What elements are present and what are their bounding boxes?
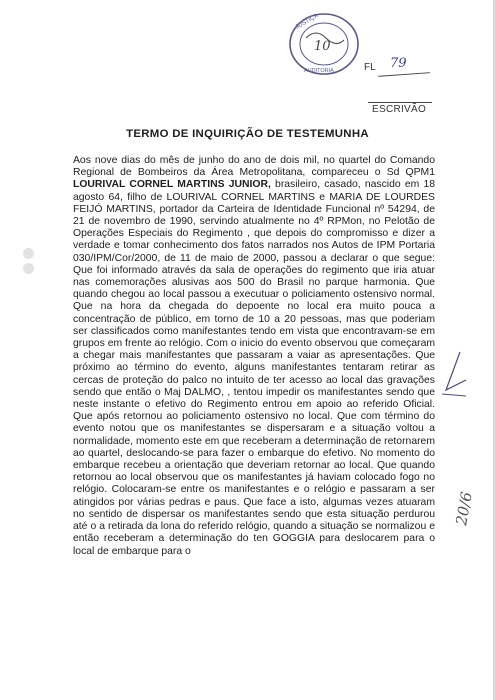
document-title: TERMO DE INQUIRIÇÃO DE TESTEMUNHA — [126, 128, 369, 140]
folio-number: 79 — [390, 56, 407, 71]
margin-tick-mark — [436, 350, 472, 410]
testimony-body — [73, 155, 435, 558]
testimony-text: brasileiro, casado, nascido em 18 agosto 64, filho de LOURIVAL CORNEL MARTINS e MARIA DE LOURDES FEIJÓ MARTINS, portador da Carteira de Identidade Funcional nº 54294, de 21 de novembro de 1990, servindo atualmente no 4º RPMon, no Pelotão de Operações Especiais do Regimento , que depois do compromisso e dizer a verdade e tomar conhecimento dos fatos narrados nos Autos de IPM Portaria 030/IPM/Cor/2000, de 11 de maio de 2000, passou a declarar o que segue: Que foi informado através da sala de operações do regimento que iria atuar nas comemorações alusivas aos 500 do Brasil no parque harmonia. Que quando chegou ao local passou a executuar o policiamento ostensivo normal. Que na hora da chegada do depoente no local era muito pouca a concentração de público, em torno de 10 a 20 pessoas, mas que poderiam ser classificados como manifestantes tendo em vista que encontravam-se em grupos em frente ao relógio. Com o inicio do evento observou que começaram a chegar mais manifestantes que passaram a vaiar as apresentações. Que próximo ao término do evento, alguns manifestantes tentaram retirar as cercas de proteção do palco no intuito de ter acesso ao local das gravações sendo que então o Maj DALMO, , tentou impedir os manifestantes sendo que neste instante o efetivo do Regimento entrou em apoio ao referido Oficial. Que após retornou ao policiamento ostensivo no local. Que com término do evento notou que os manifestantes se dispersaram e a situação voltou a normalidade, momento este em que receberam a determinação de retornarem ao quartel, deslocando-se para fazer o embarque do efetivo. No momento do embarque recebeu a orientação que deveriam retornar ao local. Que quando retornou ao local observou que os manifestantes já haviam colocado fogo no relógio. Colocaram-se entre os manifestantes e o relógio e passaram a ser atingidos por várias pedras e paus. Que face a isto, algumas vezes atuaram no sentido de dispersar os manifestantes sendo que esta situação perdurou até o a retirada da lona do referido relógio, quando a situação se normalizou e então receberam a determinação do ten GOGGIA para deslocarem para o local de embarque para o — [73, 179, 436, 557]
folio-label: FL — [364, 62, 376, 73]
stamp-center-mark: 10 — [314, 39, 331, 54]
court-stamp — [282, 8, 366, 80]
witness-name: LOURIVAL CORNEL MARTINS JUNIOR, — [73, 179, 271, 191]
clerk-signature-line — [368, 102, 432, 103]
margin-initials — [446, 460, 476, 530]
punch-hole-bottom — [23, 263, 34, 274]
folio-underline — [378, 72, 430, 77]
clerk-label: ESCRIVÃO — [372, 104, 427, 115]
punch-hole-top — [23, 248, 34, 259]
stamp-top-text: JUSTIÇA — [294, 13, 320, 31]
margin-annotation-text: 20/6 — [452, 490, 476, 527]
stamp-bottom-text: AUDITORIA — [304, 68, 334, 74]
testimony-intro: Aos nove dias do mês de junho do ano de dois mil, no quartel do Comando Regional de Bombeiros da Área Metropolitana, compareceu o Sd QPM1 — [73, 155, 435, 179]
